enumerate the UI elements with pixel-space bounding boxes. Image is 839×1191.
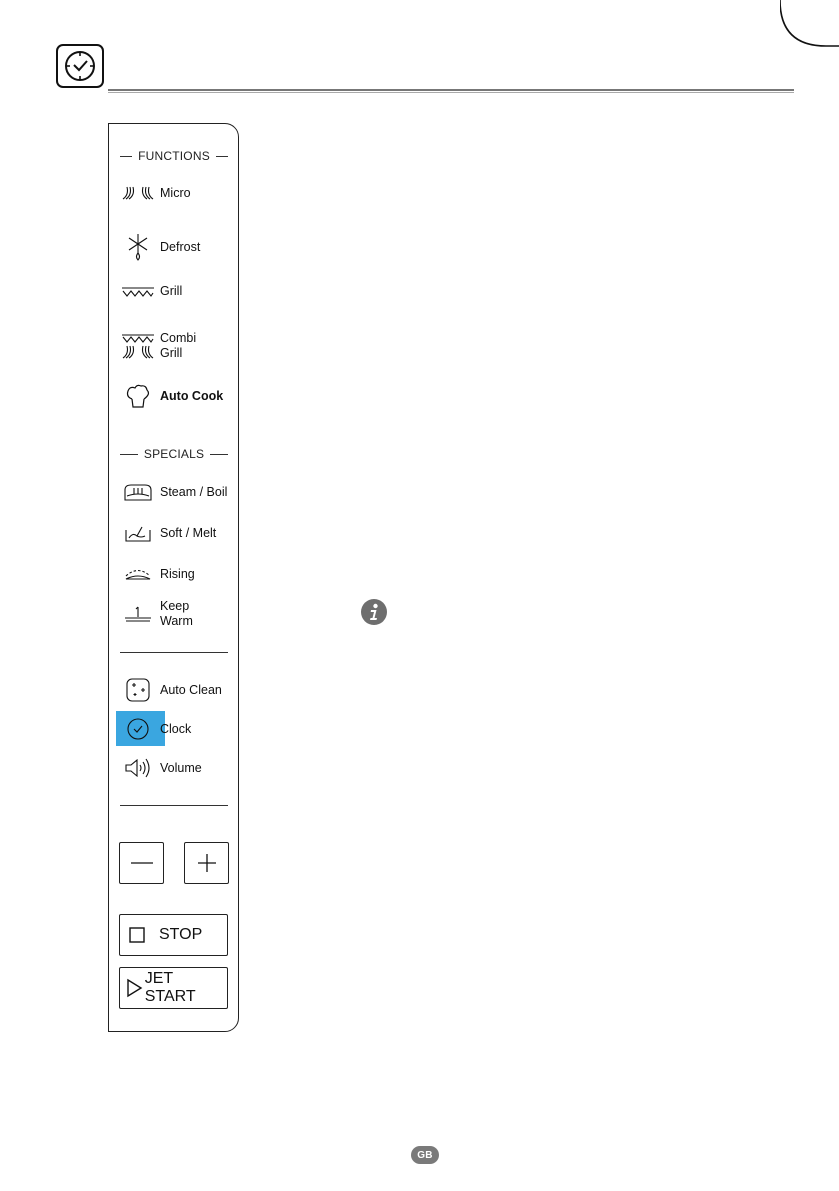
minus-button[interactable] (119, 842, 164, 884)
header-rule (108, 89, 794, 91)
keep-warm-button[interactable] (116, 599, 238, 629)
chef-hat-icon (116, 383, 160, 409)
clock-label: Clock (160, 721, 192, 736)
steam-icon (116, 483, 160, 501)
rising-icon (116, 565, 160, 583)
minus-icon (130, 861, 154, 865)
auto-clean-label: Auto Clean (160, 682, 222, 697)
grill-label: Grill (160, 284, 183, 298)
info-icon (360, 598, 388, 626)
plus-icon (197, 853, 217, 873)
soft-melt-button[interactable] (116, 524, 238, 542)
page-corner-mark (780, 0, 839, 60)
specials-heading: SPECIALS (120, 447, 228, 461)
grill-button[interactable] (116, 284, 238, 299)
language-badge: GB (411, 1146, 439, 1164)
auto-clean-icon (116, 678, 160, 702)
microwave-waves-icon (116, 185, 160, 201)
clock-icon (116, 717, 160, 741)
steam-boil-label: Steam / Boil (160, 484, 228, 499)
defrost-icon (116, 233, 160, 261)
auto-clean-button[interactable] (116, 678, 238, 702)
volume-icon (116, 757, 160, 779)
grill-icon (116, 286, 160, 298)
functions-heading: FUNCTIONS (120, 149, 228, 163)
micro-label: Micro (160, 185, 191, 200)
stop-label: STOP (159, 926, 203, 943)
keep-warm-icon (116, 603, 160, 625)
divider (120, 805, 228, 806)
play-icon (125, 978, 143, 998)
auto-cook-button[interactable] (116, 383, 238, 409)
keep-warm-label: Keep Warm (160, 599, 193, 628)
rising-button[interactable] (116, 565, 238, 583)
soft-melt-label: Soft / Melt (160, 525, 217, 540)
combi-grill-button[interactable] (116, 331, 238, 361)
plus-button[interactable] (184, 842, 229, 884)
micro-button[interactable] (116, 185, 238, 201)
jet-start-label: JET START (144, 970, 196, 1005)
stop-icon (129, 927, 145, 943)
combi-grill-icon (116, 333, 160, 359)
volume-label: Volume (160, 760, 202, 775)
stop-button[interactable] (119, 914, 228, 956)
clock-button[interactable] (116, 717, 238, 741)
defrost-label: Defrost (160, 239, 201, 254)
divider (120, 652, 228, 653)
volume-button[interactable] (116, 757, 238, 779)
defrost-button[interactable] (116, 233, 238, 261)
soft-melt-icon (116, 524, 160, 542)
jet-start-button[interactable] (119, 967, 228, 1009)
rising-label: Rising (160, 566, 195, 581)
header-rule-thin (108, 92, 794, 93)
clock-icon (56, 44, 104, 88)
auto-cook-label: Auto Cook (160, 388, 224, 403)
combi-grill-label: Combi Grill (160, 331, 197, 360)
steam-boil-button[interactable] (116, 483, 238, 501)
